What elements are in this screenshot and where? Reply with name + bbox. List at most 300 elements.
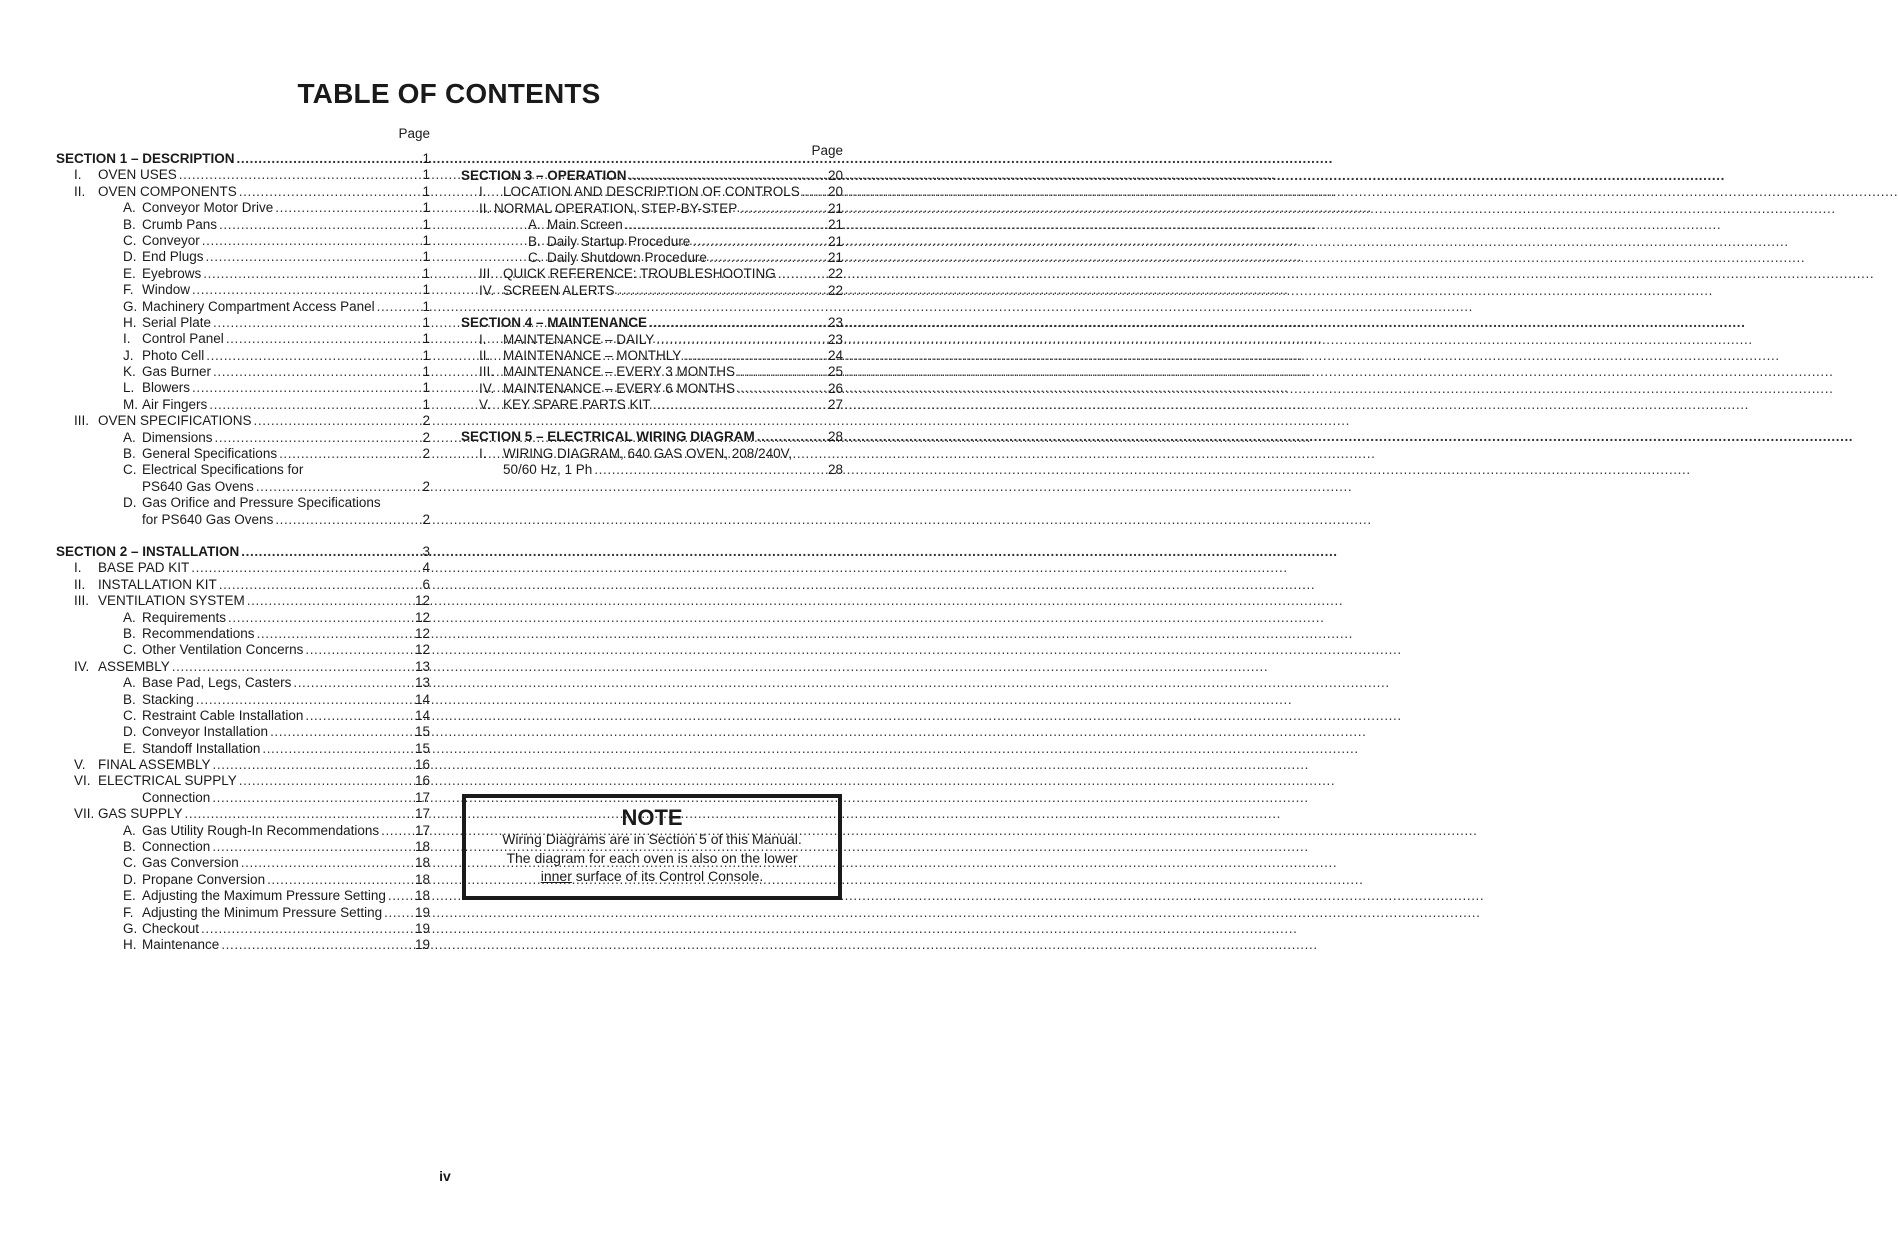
toc-dot-leader (384, 905, 413, 921)
toc-page-number: 1 (422, 298, 430, 314)
toc-subitem (56, 741, 430, 757)
toc-entry-label: End Plugs (142, 249, 204, 265)
toc-entry-label: Maintenance (142, 937, 220, 953)
toc-subitem (56, 610, 430, 626)
toc-entry-label: Conveyor Motor Drive (142, 200, 274, 216)
toc-entry-label: Main Screen (547, 217, 623, 233)
toc-item (56, 773, 430, 789)
toc-entry-label: MAINTENANCE – DAILY (503, 331, 655, 347)
toc-page-number: 13 (414, 658, 430, 674)
toc-dot-leader (377, 299, 421, 315)
toc-page-number: 26 (827, 380, 843, 396)
toc-entry-number: IV. (74, 658, 90, 674)
toc-subitem-continued (56, 512, 430, 528)
toc-dot-leader (625, 217, 826, 233)
toc-entry-label: Requirements (142, 609, 227, 625)
toc-subitem-continued (56, 790, 430, 806)
toc-entry-number: IV. (479, 282, 495, 298)
toc-item (56, 413, 430, 429)
toc-entry-number: II. (74, 576, 86, 592)
toc-page-number: 2 (422, 446, 430, 462)
toc-entry-number: F. (123, 904, 134, 920)
toc-subitem (56, 446, 430, 462)
toc-entry-number: C. (528, 249, 542, 265)
toc-page-number: 3 (422, 543, 430, 559)
toc-entry-number: III. (74, 593, 90, 609)
toc-entry-number: B. (123, 446, 136, 462)
toc-entry-label: Crumb Pans (142, 216, 218, 232)
toc-dot-leader (192, 380, 420, 396)
toc-page-number: 21 (827, 217, 843, 233)
toc-entry-label: Daily Startup Procedure (547, 233, 691, 249)
toc-entry-label: Base Pad, Legs, Casters (142, 675, 292, 691)
toc-entry-label: Propane Conversion (142, 871, 266, 887)
toc-subitem (56, 331, 430, 347)
toc-dot-leader (219, 217, 420, 233)
toc-spacer (56, 528, 430, 544)
toc-dot-leader (192, 282, 420, 298)
toc-page-number: 18 (414, 839, 430, 855)
toc-entry-label: Air Fingers (142, 396, 208, 412)
toc-entry-number: C. (123, 642, 137, 658)
toc-page-number: 18 (414, 855, 430, 871)
toc-page-number: 13 (414, 675, 430, 691)
toc-dot-leader (212, 790, 413, 806)
toc-page-number: 20 (827, 168, 843, 183)
toc-entry-number: D. (123, 495, 137, 511)
toc-entry-label: OVEN SPECIFICATIONS (98, 413, 252, 429)
toc-dot-leader (213, 315, 420, 331)
toc-entry-number: F. (123, 282, 134, 298)
toc-entry-label: Other Ventilation Concerns (142, 642, 304, 658)
toc-dot-leader (262, 741, 413, 757)
toc-dot-leader (737, 381, 826, 397)
toc-subitem (56, 299, 430, 315)
toc-item (461, 283, 843, 299)
toc-page-number: 2 (422, 511, 430, 527)
toc-entry-label: SECTION 5 – ELECTRICAL WIRING DIAGRAM (461, 429, 755, 445)
toc-subitem (56, 872, 430, 888)
toc-entry-label: Conveyor (142, 232, 200, 248)
toc-dot-leader (247, 593, 413, 609)
toc-entry-label: GAS SUPPLY (98, 806, 183, 822)
toc-page-number: 28 (827, 462, 843, 478)
note-line (466, 867, 838, 886)
note-line-rest: surface of its Control Console. (571, 868, 764, 884)
toc-dot-leader (709, 250, 826, 266)
toc-item (56, 593, 430, 609)
note-line: The diagram for each oven is also on the lower (506, 849, 798, 866)
toc-subitem (461, 217, 843, 233)
toc-item-continued (461, 462, 843, 478)
toc-entry-label: VENTILATION SYSTEM (98, 593, 245, 609)
toc-subitem (56, 266, 430, 282)
note-title: NOTE (621, 805, 683, 830)
toc-left-column (56, 125, 430, 954)
toc-subitem (56, 905, 430, 921)
toc-dot-leader (241, 855, 413, 871)
toc-item (461, 381, 843, 397)
toc-item (56, 659, 430, 675)
toc-page-number: 1 (422, 331, 430, 347)
toc-subitem (56, 380, 430, 396)
toc-entry-label: Serial Plate (142, 314, 212, 330)
toc-dot-leader (305, 642, 413, 658)
toc-entry-label: Gas Conversion (142, 855, 239, 871)
toc-entry-number: III. (74, 413, 90, 429)
toc-subitem (56, 921, 430, 937)
toc-page-number: 18 (414, 871, 430, 887)
toc-entry-label: Window (142, 282, 191, 298)
toc-dot-leader (206, 249, 421, 265)
toc-entry-label: SECTION 4 – MAINTENANCE (461, 315, 648, 331)
toc-item (56, 184, 430, 200)
toc-dot-leader (594, 462, 826, 478)
toc-entry-label: PS640 Gas Ovens (142, 478, 254, 494)
toc-section-heading (56, 151, 430, 167)
toc-entry-label: Machinery Compartment Access Panel (142, 298, 375, 314)
toc-dot-leader (213, 364, 420, 380)
toc-item (461, 348, 843, 364)
toc-dot-leader (267, 872, 413, 888)
toc-subitem (56, 724, 430, 740)
note-underlined-word: inner (540, 868, 572, 884)
toc-page-number: 14 (414, 707, 430, 723)
toc-entry-label: Standoff Installation (142, 740, 261, 756)
toc-page-number: 24 (827, 347, 843, 363)
toc-item (56, 167, 430, 183)
toc-entry-label: Adjusting the Maximum Pressure Setting (142, 888, 386, 904)
toc-entry-label: Gas Utility Rough-In Recommendations (142, 822, 380, 838)
toc-dot-leader (692, 234, 826, 250)
toc-entry-number: III. (479, 364, 495, 380)
toc-dot-leader (617, 283, 826, 299)
toc-entry-number: I. (479, 445, 487, 461)
toc-page-number: 1 (422, 364, 430, 380)
toc-subitem (56, 823, 430, 839)
toc-page-number: 1 (422, 347, 430, 363)
toc-dot-leader (237, 151, 421, 167)
toc-dot-leader (209, 397, 420, 413)
toc-dot-leader (256, 479, 421, 495)
toc-entry-number: VII. (74, 806, 95, 822)
toc-right-list (461, 168, 843, 479)
toc-subitem (56, 233, 430, 249)
toc-page-number: 23 (827, 331, 843, 347)
toc-subitem (461, 234, 843, 250)
toc-entry-number: H. (123, 314, 137, 330)
toc-entry-number: C. (123, 707, 137, 723)
toc-page-number: 2 (422, 478, 430, 494)
toc-dot-leader (172, 659, 413, 675)
toc-entry-label: INSTALLATION KIT (98, 576, 217, 592)
toc-section-heading (56, 544, 430, 560)
page-column-header: Page (811, 143, 843, 158)
toc-subitem (56, 708, 430, 724)
toc-page-number: 4 (422, 560, 430, 576)
toc-subitem (56, 839, 430, 855)
toc-entry-label: LOCATION AND DESCRIPTION OF CONTROLS (503, 184, 800, 200)
toc-subitem (56, 462, 430, 478)
toc-entry-number: A. (123, 822, 136, 838)
toc-item (461, 266, 843, 282)
toc-subitem (56, 217, 430, 233)
toc-entry-label: SECTION 3 – OPERATION (461, 168, 627, 183)
toc-page-number: 2 (422, 429, 430, 445)
toc-dot-leader (778, 266, 826, 282)
toc-subitem (56, 692, 430, 708)
toc-spacer (461, 413, 843, 429)
toc-entry-label: ASSEMBLY (98, 658, 170, 674)
toc-dot-leader (219, 577, 421, 593)
toc-page-number: 1 (422, 380, 430, 396)
toc-page-number: 1 (422, 314, 430, 330)
toc-entry-label: Control Panel (142, 331, 224, 347)
toc-page-number: 18 (414, 888, 430, 904)
toc-page-number: 15 (414, 740, 430, 756)
toc-page-number: 1 (422, 216, 430, 232)
toc-dot-leader (203, 266, 420, 282)
toc-dot-leader (270, 724, 413, 740)
toc-dot-leader (228, 610, 413, 626)
toc-entry-number: A. (528, 217, 541, 233)
toc-subitem (56, 430, 430, 446)
toc-dot-leader (388, 888, 413, 904)
toc-entry-label: Connection (142, 839, 211, 855)
toc-entry-number: D. (123, 249, 137, 265)
toc-dot-leader (215, 430, 421, 446)
toc-dot-leader (275, 512, 420, 528)
toc-entry-label: II. NORMAL OPERATION, STEP-BY-STEP (479, 200, 738, 216)
note-line: Wiring Diagrams are in Section 5 of this Manual. (502, 831, 802, 847)
toc-entry-label: Gas Orifice and Pressure Specifications (142, 495, 381, 511)
toc-entry-label: Conveyor Installation (142, 724, 269, 740)
toc-page-number: 1 (422, 200, 430, 216)
toc-subitem (56, 249, 430, 265)
toc-entry-label: OVEN COMPONENTS (98, 183, 237, 199)
toc-section-heading (461, 429, 843, 445)
toc-dot-leader (239, 773, 413, 789)
toc-page-number: 21 (827, 249, 843, 265)
toc-entry-label: Electrical Specifications for (142, 462, 304, 478)
toc-page-number: 1 (422, 282, 430, 298)
toc-entry-label: Photo Cell (142, 347, 205, 363)
toc-entry-number: H. (123, 937, 137, 953)
toc-entry-label: KEY SPARE PARTS KIT (503, 397, 651, 413)
toc-entry-number: I. (74, 560, 82, 576)
toc-entry-number: E. (123, 740, 136, 756)
toc-entry-label: QUICK REFERENCE: TROUBLESHOOTING (503, 266, 776, 282)
toc-section-heading (461, 168, 843, 184)
toc-right-column (461, 142, 843, 479)
toc-dot-leader (212, 839, 413, 855)
toc-dot-leader (206, 348, 420, 364)
toc-page-number: 17 (414, 822, 430, 838)
toc-entry-number: D. (123, 871, 137, 887)
toc-page-number: 25 (827, 364, 843, 380)
toc-page-number: 16 (414, 773, 430, 789)
toc-entry-number: I. (123, 331, 131, 347)
toc-subitem (56, 348, 430, 364)
toc-entry-number: VI. (74, 773, 91, 789)
toc-entry-number: D. (123, 724, 137, 740)
page-column-header: Page (398, 126, 430, 141)
toc-page-number: 12 (414, 625, 430, 641)
toc-page-number: 1 (422, 232, 430, 248)
toc-entry-number: III. (479, 266, 495, 282)
toc-entry-label: Daily Shutdown Procedure (547, 249, 707, 265)
toc-page-number: 17 (414, 789, 430, 805)
toc-entry-number: K. (123, 364, 136, 380)
toc-subitem (56, 675, 430, 691)
toc-dot-leader (802, 184, 826, 200)
toc-dot-leader (683, 348, 826, 364)
toc-entry-label: SECTION 2 – INSTALLATION (56, 543, 240, 559)
toc-subitem (56, 397, 430, 413)
toc-page-number: 22 (827, 266, 843, 282)
toc-left-list (56, 151, 430, 954)
toc-entry-number: B. (528, 233, 541, 249)
toc-item (461, 184, 843, 200)
toc-dot-leader (254, 413, 421, 429)
toc-entry-number: B. (123, 216, 136, 232)
toc-dot-leader (185, 806, 413, 822)
toc-entry-number: I. (479, 331, 487, 347)
toc-page-number: 17 (414, 806, 430, 822)
toc-dot-leader (629, 168, 826, 184)
toc-entry-number: M. (123, 396, 138, 412)
toc-entry-label: MAINTENANCE – MONTHLY (503, 347, 682, 363)
page-title: TABLE OF CONTENTS (297, 78, 601, 109)
toc-dot-leader (293, 675, 413, 691)
toc-entry-label: OVEN USES (98, 167, 177, 183)
toc-entry-label: Gas Burner (142, 364, 212, 380)
toc-entry-number: A. (123, 429, 136, 445)
toc-entry-label: Eyebrows (142, 265, 202, 281)
toc-page-number: 1 (422, 396, 430, 412)
toc-entry-number: E. (123, 265, 136, 281)
toc-page-number: 19 (414, 937, 430, 953)
toc-entry-label: BASE PAD KIT (98, 560, 190, 576)
toc-entry-number: C. (123, 232, 137, 248)
toc-entry-number: II. (74, 183, 86, 199)
toc-page-number: 21 (827, 233, 843, 249)
toc-entry-number: IV. (479, 380, 495, 396)
toc-page-number: 12 (414, 593, 430, 609)
toc-entry-label: WIRING DIAGRAM, 640 GAS OVEN, 208/240V, (503, 445, 793, 461)
toc-page-number: 12 (414, 642, 430, 658)
toc-dot-leader (221, 937, 413, 953)
toc-entry-label: for PS640 Gas Ovens (142, 511, 274, 527)
toc-entry-label: Blowers (142, 380, 191, 396)
toc-page-number: 14 (414, 691, 430, 707)
toc-entry-label: 50/60 Hz, 1 Ph (503, 462, 593, 478)
toc-entry-number: B. (123, 625, 136, 641)
toc-subitem (56, 315, 430, 331)
toc-subitem (56, 364, 430, 380)
toc-page-number: 21 (827, 200, 843, 216)
toc-page-number: 28 (827, 429, 843, 445)
toc-page-number: 1 (422, 249, 430, 265)
toc-entry-label: MAINTENANCE – EVERY 3 MONTHS (503, 364, 736, 380)
note-box (462, 794, 842, 900)
toc-section-heading (461, 315, 843, 331)
toc-entry-label: Checkout (142, 920, 200, 936)
toc-dot-leader (179, 167, 421, 183)
toc-entry-label: ELECTRICAL SUPPLY (98, 773, 237, 789)
toc-entry-label: MAINTENANCE – EVERY 6 MONTHS (503, 380, 736, 396)
toc-entry-number: V. (74, 757, 86, 773)
toc-entry-label: Stacking (142, 691, 194, 707)
toc-page-number: 1 (422, 151, 430, 166)
toc-page-number: 23 (827, 315, 843, 331)
toc-dot-leader (737, 364, 826, 380)
toc-item (56, 577, 430, 593)
toc-item (461, 201, 843, 217)
toc-entry-label: Recommendations (142, 625, 255, 641)
toc-subitem (56, 937, 430, 953)
toc-subitem (56, 495, 430, 511)
toc-page-number: 2 (422, 413, 430, 429)
toc-dot-leader (279, 446, 420, 462)
toc-dot-leader (739, 201, 826, 217)
toc-dot-leader (196, 692, 413, 708)
toc-entry-number: E. (123, 888, 136, 904)
toc-page-number: 19 (414, 904, 430, 920)
toc-dot-leader (239, 184, 421, 200)
toc-page-number: 1 (422, 183, 430, 199)
toc-entry-label: Adjusting the Minimum Pressure Setting (142, 904, 383, 920)
toc-dot-leader (257, 626, 413, 642)
toc-entry-label: Restraint Cable Installation (142, 707, 304, 723)
page-number: iv (439, 1168, 451, 1184)
toc-page-number: 19 (414, 920, 430, 936)
toc-entry-number: B. (123, 839, 136, 855)
toc-dot-leader (201, 921, 413, 937)
toc-dot-leader (653, 397, 826, 413)
toc-entry-label: FINAL ASSEMBLY (98, 757, 211, 773)
toc-entry-number: J. (123, 347, 134, 363)
toc-entry-label: Connection (142, 789, 211, 805)
toc-dot-leader (656, 332, 826, 348)
toc-dot-leader (213, 757, 413, 773)
toc-subitem (461, 250, 843, 266)
toc-page-number: 1 (422, 265, 430, 281)
toc-subitem (56, 200, 430, 216)
toc-dot-leader (202, 233, 421, 249)
toc-subitem (56, 642, 430, 658)
toc-entry-label: SECTION 1 – DESCRIPTION (56, 151, 235, 166)
toc-item (56, 806, 430, 822)
toc-page-number: 15 (414, 724, 430, 740)
toc-dot-leader (275, 200, 420, 216)
toc-entry-number: II. (479, 347, 491, 363)
toc-subitem (56, 282, 430, 298)
toc-entry-number: C. (123, 462, 137, 478)
toc-item (461, 332, 843, 348)
toc-entry-number: I. (74, 167, 82, 183)
toc-item (56, 560, 430, 576)
toc-subitem (56, 626, 430, 642)
toc-entry-number: A. (123, 675, 136, 691)
toc-dot-leader (305, 708, 413, 724)
toc-page-number: 27 (827, 397, 843, 413)
toc-spacer (461, 299, 843, 315)
toc-entry-label: Dimensions (142, 429, 213, 445)
toc-dot-leader (649, 315, 826, 331)
toc-entry-number: C. (123, 855, 137, 871)
toc-entry-number: A. (123, 609, 136, 625)
